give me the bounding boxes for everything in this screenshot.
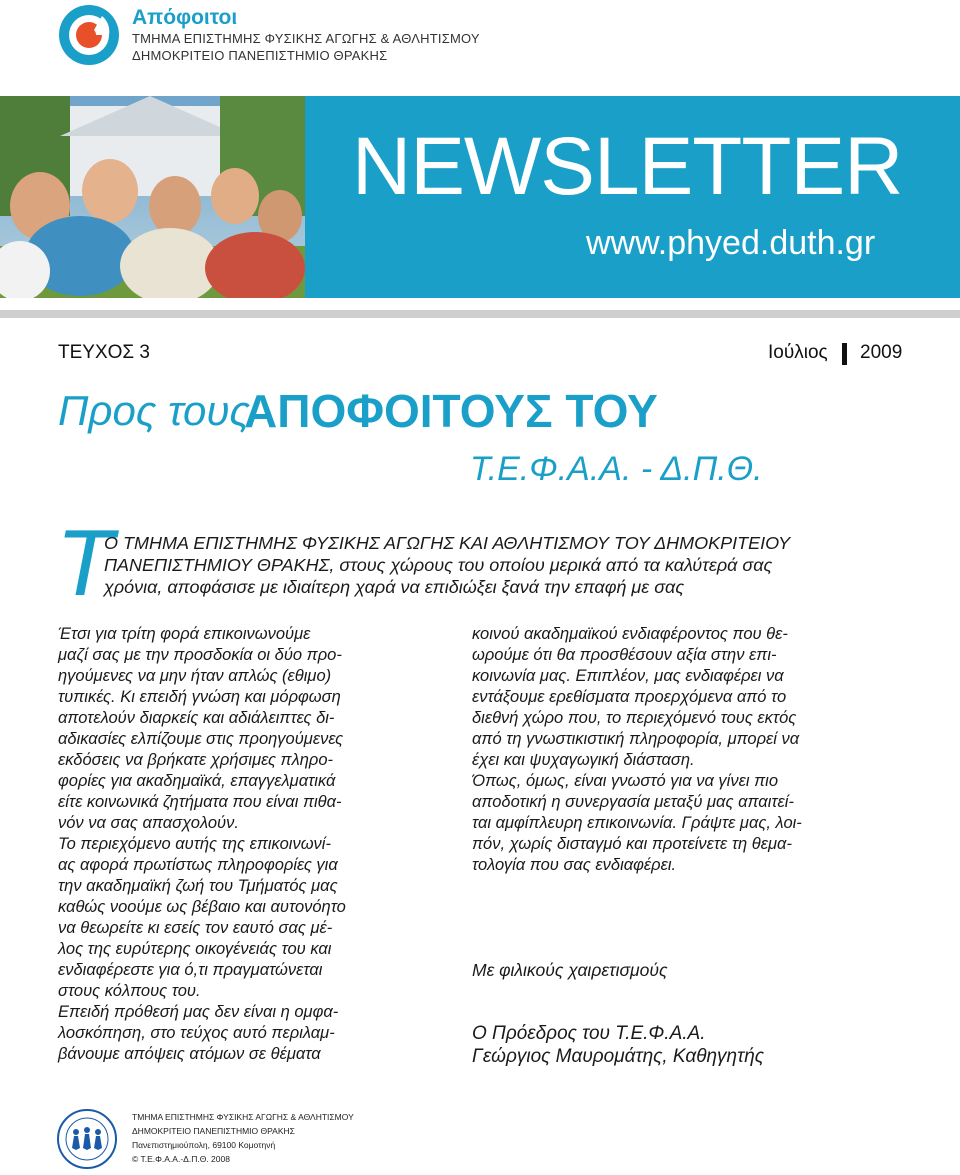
right-col-line: ται αμφίπλευρη επικοινωνία. Γράψτε μας, λοι- <box>472 814 802 832</box>
heading-main: ΑΠΟΦΟΙΤΟΥΣ ΤΟΥ <box>244 385 658 437</box>
footer-university: ΔΗΜΟΚΡΙΤΕΙΟ ΠΑΝΕΠΙΣΤΗΜΙΟ ΘΡΑΚΗΣ <box>132 1126 295 1136</box>
issue-year: 2009 <box>860 342 903 363</box>
left-col-line: καθώς νοούμε ως βέβαιο και αυτονόητο <box>58 898 346 916</box>
footer-department: ΤΜΗΜΑ ΕΠΙΣΤΗΜΗΣ ΦΥΣΙΚΗΣ ΑΓΩΓΗΣ & ΑΘΛΗΤΙΣΜΟΥ <box>132 1112 354 1122</box>
left-col-line: στους κόλπους του. <box>58 982 201 1000</box>
right-col-line: ωρούμε ότι θα προσθέσουν αξία στην επι- <box>472 646 777 664</box>
divider-band <box>0 310 960 318</box>
footer-copyright: © Τ.Ε.Φ.Α.Α.-Δ.Π.Θ. 2008 <box>132 1154 230 1164</box>
right-col-line: έχει και ψυχαγωγική διάσταση. <box>472 751 695 769</box>
left-col-line: λοσκόπηση, στο τεύχος αυτό περιλαμ- <box>58 1024 335 1042</box>
heading-subtitle: Τ.Ε.Φ.Α.Α. - Δ.Π.Θ. <box>470 450 763 488</box>
left-col-line: ας αφορά πρωτίστως πληροφορίες για <box>58 856 338 874</box>
left-col-line: Έτσι για τρίτη φορά επικοινωνούμε <box>58 625 311 643</box>
left-col-line: Επειδή πρόθεσή μας δεν είναι η ομφα- <box>58 1003 339 1021</box>
left-col-line: τυπικές. Κι επειδή γνώση και μόρφωση <box>58 688 341 706</box>
right-col-line: διεθνή χώρο που, το περιεχόμενό τους εκτός <box>472 709 797 727</box>
left-col-line: ενδιαφέρεστε για ό,τι πραγματώνεται <box>58 961 323 979</box>
drop-cap: Τ <box>56 510 114 615</box>
brand-title: Απόφοιτοι <box>132 6 238 29</box>
right-col-line: τολογία που σας ενδιαφέρει. <box>472 856 677 874</box>
footer-address: Πανεπιστημιούπολη, 69100 Κομοτηνή <box>132 1140 276 1150</box>
left-col-line: να θεωρείτε κι εσείς τον εαυτό σας μέ- <box>58 919 333 937</box>
right-col-line: κοινού ακαδημαϊκού ενδιαφέροντος που θε- <box>472 625 788 643</box>
newsletter-title: NEWSLETTER <box>352 121 903 212</box>
left-col-line: Το περιεχόμενο αυτής της επικοινωνί- <box>58 835 331 853</box>
right-col-line: εντάξουμε ερεθίσματα προερχόμενα από το <box>472 688 787 706</box>
issue-number: ΤΕΥΧΟΣ 3 <box>58 342 150 363</box>
issue-separator <box>842 343 847 365</box>
left-col-line: αποτελούν διαρκείς και αδιάλειπτες δι- <box>58 709 335 727</box>
right-col-line: από τη γνωστικιστική πληροφορία, μπορεί να <box>472 730 800 748</box>
signature-title: Ο Πρόεδρος του Τ.Ε.Φ.Α.Α. <box>472 1023 706 1044</box>
signature-name: Γεώργιος Μαυρομάτης, Καθηγητής <box>472 1046 765 1067</box>
group-photo <box>0 96 305 298</box>
intro-line: χρόνια, αποφάσισε με ιδιαίτερη χαρά να επιδιώξει ξανά την επαφή με σας <box>104 577 685 597</box>
heading-prefix: Προς τους <box>58 387 250 434</box>
left-col-line: βάνουμε απόψεις ατόμων σε θέματα <box>58 1045 321 1063</box>
left-col-line: αδικασίες ελπίζουμε στις προηγούμενες <box>58 730 344 748</box>
right-col-line: Όπως, όμως, είναι γνωστό για να γίνει πιο <box>472 772 778 790</box>
intro-line: ΠΑΝΕΠΙΣΤΗΜΙΟΥ ΘΡΑΚΗΣ, στους χώρους του οποίου μερικά από τα καλύτερά σας <box>104 555 773 575</box>
left-col-line: είτε κοινωνικά ζητήματα που είναι πιθα- <box>58 793 342 811</box>
newsletter-banner <box>0 96 960 298</box>
left-col-line: λος της ευρύτερης οικογένειάς του και <box>58 940 332 958</box>
left-col-line: εκδόσεις να βρήκατε χρήσιμες πληρο- <box>58 751 334 769</box>
intro-line: Ο ΤΜΗΜΑ ΕΠΙΣΤΗΜΗΣ ΦΥΣΙΚΗΣ ΑΓΩΓΗΣ ΚΑΙ ΑΘΛΗΤΙΣΜΟΥ ΤΟΥ ΔΗΜΟΚΡΙΤΕΙΟΥ <box>104 533 791 553</box>
website-link[interactable]: www.phyed.duth.gr <box>586 224 876 262</box>
circle-logo-icon <box>58 4 120 66</box>
right-col-line: κοινωνία μας. Επιπλέον, μας ενδιαφέρει να <box>472 667 784 685</box>
issue-month: Ιούλιος <box>768 342 828 363</box>
department-seal-icon <box>56 1108 118 1170</box>
brand-department: ΤΜΗΜΑ ΕΠΙΣΤΗΜΗΣ ΦΥΣΙΚΗΣ ΑΓΩΓΗΣ & ΑΘΛΗΤΙΣΜΟΥ <box>132 31 480 46</box>
right-col-line: πόν, χωρίς δισταγμό και προτείνετε τη θεμα- <box>472 835 792 853</box>
brand-university: ΔΗΜΟΚΡΙΤΕΙΟ ΠΑΝΕΠΙΣΤΗΜΙΟ ΘΡΑΚΗΣ <box>132 48 388 63</box>
closing-greeting: Με φιλικούς χαιρετισμούς <box>472 960 668 980</box>
right-col-line: αποδοτική η συνεργασία μεταξύ μας απαιτεί- <box>472 793 794 811</box>
left-col-line: μαζί σας με την προσδοκία οι δύο προ- <box>58 646 342 664</box>
left-col-line: την ακαδημαϊκή ζωή του Τμήματός μας <box>58 877 338 895</box>
left-col-line: νόν να σας απασχολούν. <box>58 814 239 832</box>
left-col-line: φορίες για ακαδημαϊκά, επαγγελματικά <box>58 772 336 790</box>
left-col-line: ηγούμενες να μην ήταν απλώς (εθιμο) <box>58 667 332 685</box>
